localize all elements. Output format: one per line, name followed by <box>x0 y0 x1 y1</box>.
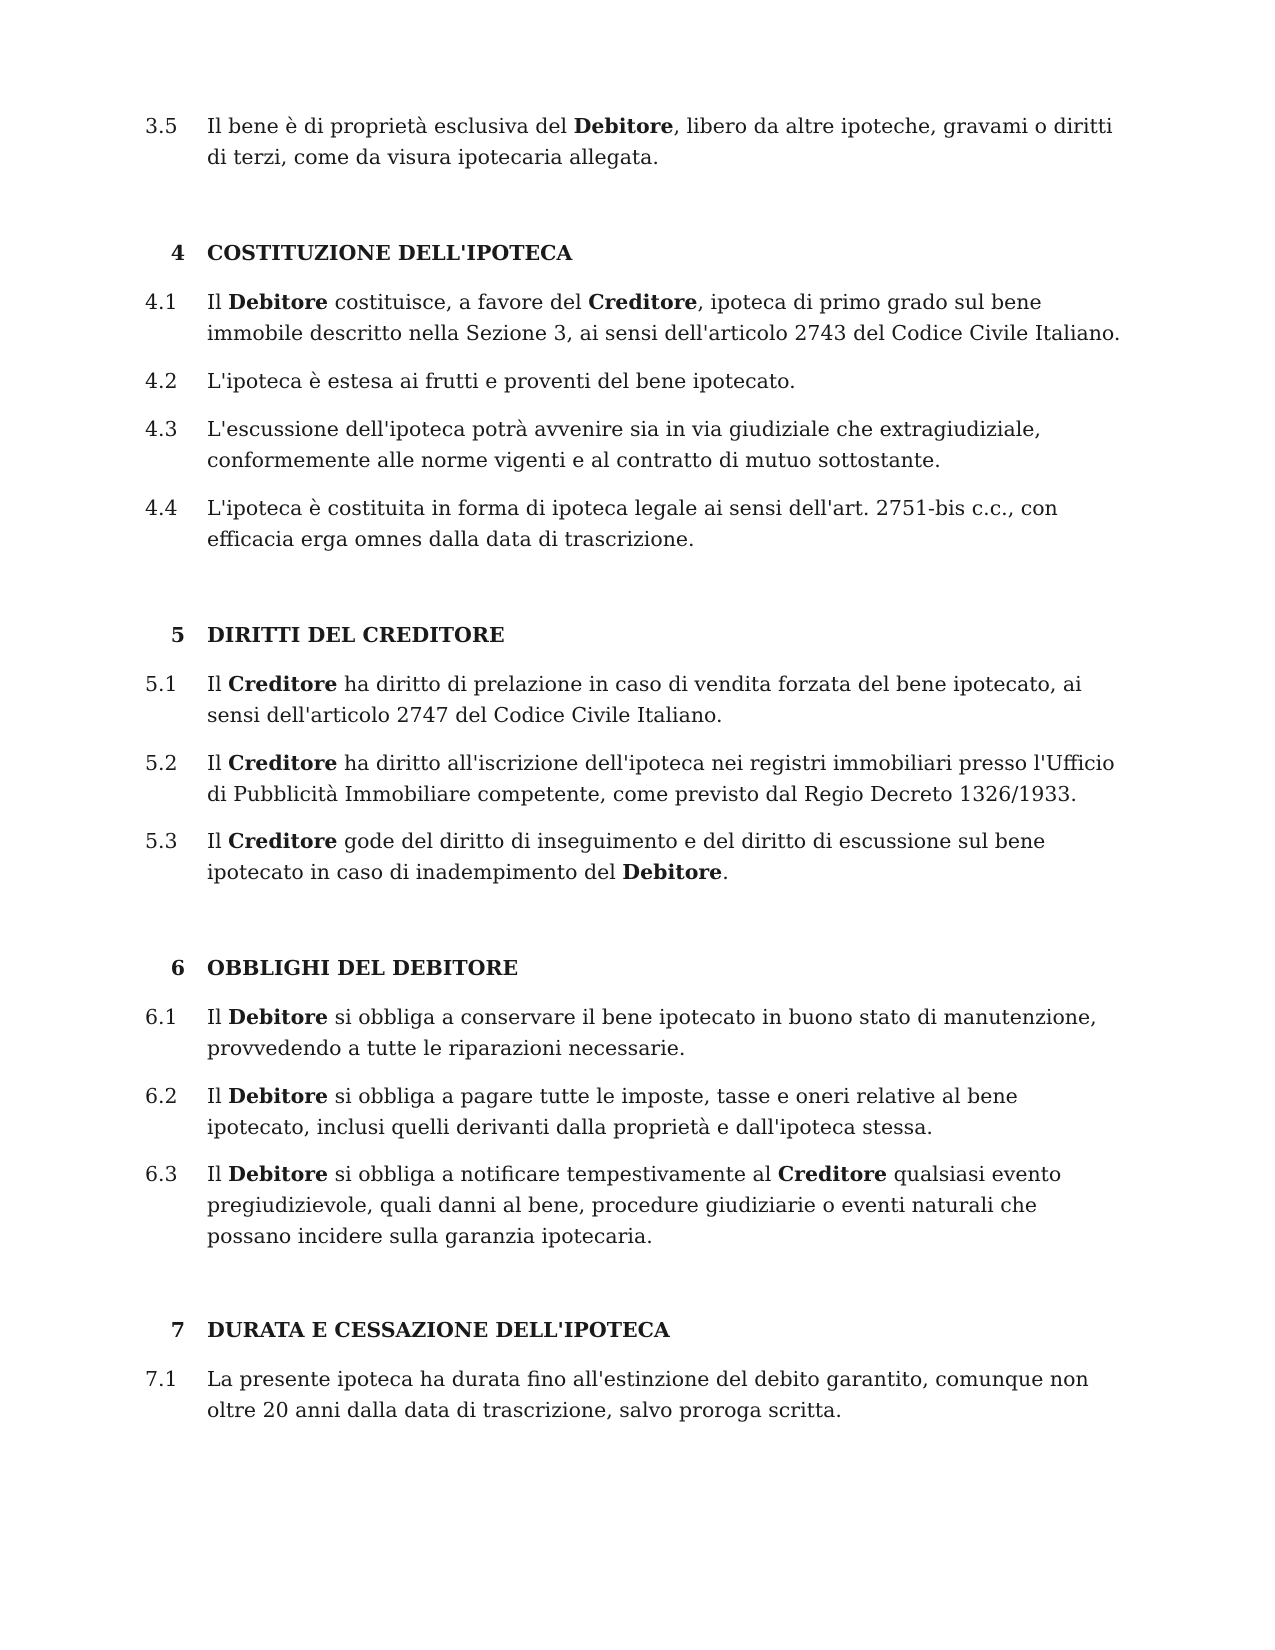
section-number: 5 <box>170 623 185 647</box>
section-title: OBBLIGHI DEL DEBITORE <box>207 956 519 980</box>
clause-number: 6.1 <box>145 1005 178 1029</box>
clause-text <box>207 1002 1125 1064</box>
text-run: L'ipoteca è estesa ai frutti e proventi del bene ipotecato. <box>207 369 796 393</box>
clause-text <box>207 366 1125 397</box>
text-run: Il bene è di proprietà esclusiva del <box>207 114 574 138</box>
party-term: Debitore <box>228 1084 329 1108</box>
clause-number: 7.1 <box>145 1367 178 1391</box>
text-run: Il <box>207 1084 229 1108</box>
clause-text <box>207 493 1125 555</box>
clause-text <box>207 111 1125 173</box>
clause-number: 4.1 <box>145 290 178 314</box>
text-run: Il <box>207 1162 229 1186</box>
text-run: Il <box>207 829 229 853</box>
clause-number: 6.2 <box>145 1084 178 1108</box>
text-run: si obbliga a notificare tempestivamente al <box>328 1162 778 1186</box>
clause-number: 3.5 <box>145 114 178 138</box>
section-number: 4 <box>170 241 185 265</box>
clause-text <box>207 287 1125 349</box>
section-number: 6 <box>170 956 185 980</box>
clause-number: 5.1 <box>145 672 178 696</box>
clause-text <box>207 748 1125 810</box>
text-run: gode del diritto di inseguimento e del diritto di escussione sul bene ipotecato in caso di inadempimento del <box>207 829 1046 884</box>
clause-text <box>207 826 1125 888</box>
clause-number: 4.4 <box>145 496 178 520</box>
clause-number: 6.3 <box>145 1162 178 1186</box>
party-term: Creditore <box>588 290 698 314</box>
party-term: Debitore <box>228 290 329 314</box>
text-run: . <box>722 860 729 884</box>
section-title: DURATA E CESSAZIONE DELL'IPOTECA <box>207 1318 670 1342</box>
text-run: Il <box>207 672 229 696</box>
party-term: Debitore <box>228 1162 329 1186</box>
party-term: Creditore <box>228 751 338 775</box>
party-term: Debitore <box>228 1005 329 1029</box>
clause-text <box>207 1081 1125 1143</box>
clause-text <box>207 1364 1125 1426</box>
text-run: Il <box>207 290 229 314</box>
party-term: Debitore <box>573 114 674 138</box>
text-run: si obbliga a conservare il bene ipotecato in buono stato di manutenzione, provvedendo a tutte le riparazioni necessarie. <box>207 1005 1097 1060</box>
clause-text <box>207 414 1125 476</box>
text-run: La presente ipoteca ha durata fino all'estinzione del debito garantito, comunque non oltre 20 anni dalla data di trascrizione, salvo proroga scritta. <box>207 1367 1089 1422</box>
text-run: , libero da altre ipoteche, gravami o diritti di terzi, come da visura ipotecaria allegata. <box>207 114 1113 169</box>
clause-number: 5.3 <box>145 829 178 853</box>
text-run: costituisce, a favore del <box>328 290 589 314</box>
party-term: Creditore <box>228 672 338 696</box>
text-run: , ipoteca di primo grado sul bene immobile descritto nella Sezione 3, ai sensi dell'articolo 2743 del Codice Civile Italiano. <box>207 290 1121 345</box>
text-run: L'escussione dell'ipoteca potrà avvenire sia in via giudiziale che extragiudiziale, conformemente alle norme vigenti e al contratto di mutuo sottostante. <box>207 417 1041 472</box>
party-term: Debitore <box>622 860 723 884</box>
text-run: ha diritto di prelazione in caso di vendita forzata del bene ipotecato, ai sensi dell'articolo 2747 del Codice Civile Italiano. <box>207 672 1082 727</box>
section-title: COSTITUZIONE DELL'IPOTECA <box>207 241 573 265</box>
section-number: 7 <box>170 1318 185 1342</box>
text-run: Il <box>207 1005 229 1029</box>
text-run: si obbliga a pagare tutte le imposte, tasse e oneri relative al bene ipotecato, inclusi quelli derivanti dalla proprietà e dall'ipoteca stessa. <box>207 1084 1018 1139</box>
clause-number: 4.2 <box>145 369 178 393</box>
text-run: L'ipoteca è costituita in forma di ipoteca legale ai sensi dell'art. 2751-bis c.c., con efficacia erga omnes dalla data di trascrizione. <box>207 496 1058 551</box>
clause-number: 4.3 <box>145 417 178 441</box>
text-run: qualsiasi evento pregiudizievole, quali danni al bene, procedure giudiziarie o eventi naturali che possano incidere sulla garanzia ipotecaria. <box>207 1162 1062 1248</box>
party-term: Creditore <box>228 829 338 853</box>
text-run: ha diritto all'iscrizione dell'ipoteca nei registri immobiliari presso l'Ufficio di Pubblicità Immobiliare competente, come previsto dal Regio Decreto 1326/1933. <box>207 751 1115 806</box>
text-run: Il <box>207 751 229 775</box>
clause-number: 5.2 <box>145 751 178 775</box>
clause-text <box>207 1159 1125 1252</box>
clause-text <box>207 669 1125 731</box>
section-title: DIRITTI DEL CREDITORE <box>207 623 505 647</box>
party-term: Creditore <box>777 1162 888 1186</box>
